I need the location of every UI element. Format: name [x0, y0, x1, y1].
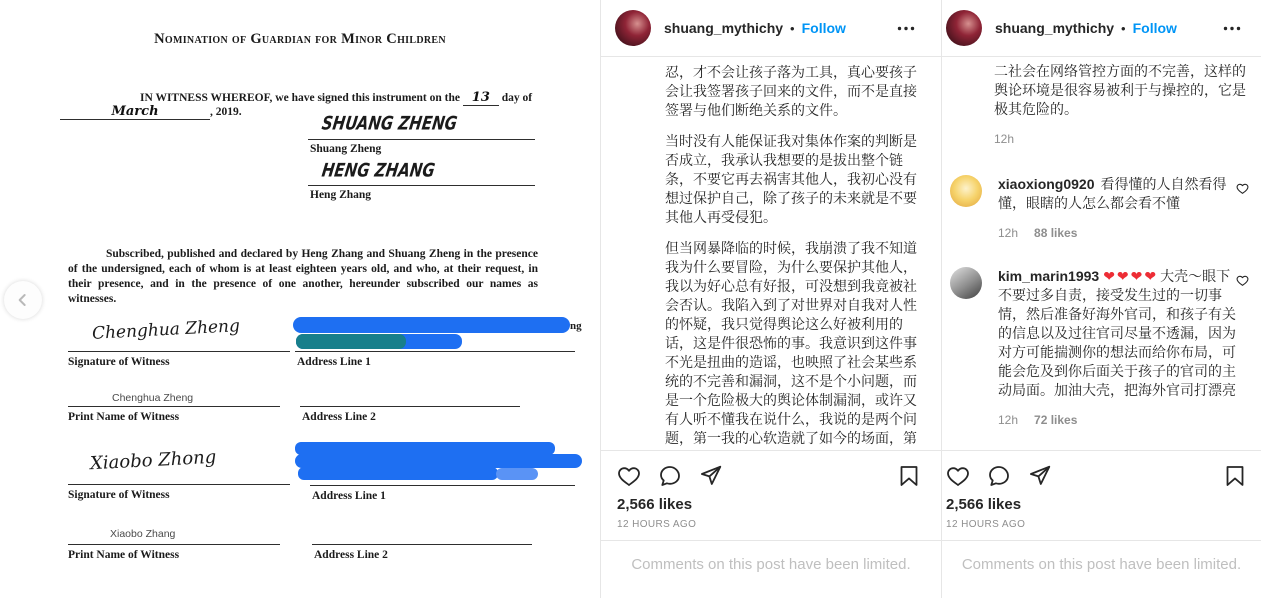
save-button[interactable] — [1223, 464, 1247, 488]
caption-text-block — [601, 58, 941, 450]
comments-limited-notice: Comments on this post have been limited. — [942, 540, 1261, 588]
witness2-address2-label: Address Line 2 — [314, 549, 388, 561]
heart-icon — [617, 464, 641, 488]
more-options-button[interactable] — [897, 26, 915, 31]
month-handwritten: March — [111, 104, 159, 119]
witness2-address1-line — [310, 485, 575, 486]
redaction-bar — [293, 317, 570, 333]
like-button[interactable] — [946, 464, 970, 488]
signature2-line — [308, 185, 535, 186]
subscribed-paragraph: Subscribed, published and declared by Heng Zhang and Shuang Zheng in the presence of the undersigned, each of whom is at least eighteen years old, and who, at their request, in their presence, and in the presence of one another, hereunder subscribed our names as witnesses. — [68, 248, 538, 305]
like-button[interactable] — [617, 464, 641, 488]
username-link[interactable]: shuang_mythichy — [664, 20, 784, 36]
witness2-signature-handwritten: Xiaobo Zhong — [89, 446, 217, 475]
witness2-signature-line — [68, 484, 290, 485]
likes-count[interactable]: 2,566 likes — [617, 496, 693, 513]
more-options-button[interactable] — [1223, 26, 1241, 31]
witness1-print-line — [68, 406, 280, 407]
document-title: Nomination of Guardian for Minor Children — [154, 31, 446, 47]
signature1-handwritten: SHUANG ZHENG — [320, 111, 459, 135]
witness-clause-line2 — [60, 104, 242, 120]
action-bar — [942, 451, 1261, 496]
post-header — [942, 0, 1261, 57]
comment-time: 12h — [998, 226, 1019, 240]
avatar[interactable] — [946, 10, 982, 46]
caption-paragraph: 忍，才不会让孩子落为工具，真心要孩子会让我签署孩子回来的文件，而不是直接签署与他们断绝关系的文件。 — [665, 64, 917, 118]
signature1-line — [308, 139, 535, 140]
separator-dot: • — [790, 20, 795, 36]
comment-text: 看得懂的人自然看得懂，眼瞎的人怎么都会看不懂 — [998, 176, 1227, 211]
comment-content — [998, 175, 1236, 243]
comment-likes[interactable]: 72 likes — [1034, 413, 1078, 427]
witness1-address2-line — [300, 406, 520, 407]
witness2-signature-label: Signature of Witness — [68, 489, 170, 501]
small-heart-icon — [1236, 182, 1249, 195]
post-timestamp: 12 HOURS AGO — [946, 519, 1026, 530]
redaction-bar — [298, 467, 498, 480]
share-button[interactable] — [699, 464, 723, 488]
save-button[interactable] — [897, 464, 921, 488]
comment-time: 12h — [994, 132, 1015, 146]
comment-time: 12h — [998, 413, 1019, 427]
post-panel-caption — [600, 0, 941, 598]
signature2-handwritten: HENG ZHANG — [320, 158, 437, 182]
comments-list — [942, 58, 1261, 450]
year-text: , 2019. — [210, 106, 242, 118]
three-dots-icon — [897, 26, 915, 31]
witness1-print-name: Chenghua Zheng — [112, 392, 194, 404]
paper-plane-icon — [699, 464, 723, 488]
month-blank — [60, 104, 210, 120]
caption-tail: 二社会在网络管控方面的不完善，这样的舆论环境是很容易被利于与操控的，它是极其危险的。 12h — [994, 62, 1250, 149]
witness1-signature-label: Signature of Witness — [68, 356, 170, 368]
paper-plane-icon — [1028, 464, 1052, 488]
redaction-bar-teal — [296, 334, 406, 349]
bookmark-icon — [897, 464, 921, 488]
action-bar — [601, 451, 941, 496]
post-panel-comments — [941, 0, 1261, 598]
chevron-left-icon — [13, 290, 33, 310]
carousel-previous-button[interactable] — [4, 281, 42, 319]
username-link[interactable]: shuang_mythichy — [995, 20, 1115, 36]
comment-button[interactable] — [987, 464, 1011, 488]
redaction1-tail-text: ng — [570, 320, 582, 332]
caption-paragraph: 但当网暴降临的时候，我崩溃了我不知道我为什么要冒险，为什么要保护其他人，我以为好心总有好报，可没想到我竟被社会否认。我陷入到了对世界对自我对人性的怀疑，我只觉得舆论这么好被利用的话，这是件很恐怖的事。我意识到这件事不光是扭曲的造谣，也映照了社会某些系统的不完善和漏洞，这不是个小问题，而是一个危险极大的舆论体制漏洞，或许又有人听不懂我在说什么，我说的是两个问题，第一我的心软造就了如今的场面，第 — [665, 240, 917, 446]
comment-bubble-icon — [987, 464, 1011, 488]
document-photo — [0, 0, 600, 598]
post-header — [601, 0, 941, 57]
comment-bubble-icon — [658, 464, 682, 488]
follow-button[interactable]: Follow — [1132, 20, 1177, 36]
avatar[interactable] — [615, 10, 651, 46]
follow-button[interactable]: Follow — [801, 20, 846, 36]
separator-dot: • — [1121, 20, 1126, 36]
comment-like-button[interactable] — [1236, 182, 1249, 195]
witness1-print-label: Print Name of Witness — [68, 411, 180, 423]
comment-content — [998, 267, 1236, 430]
day-blank — [463, 90, 499, 106]
heart-icon — [946, 464, 970, 488]
comment-like-button[interactable] — [1236, 274, 1249, 287]
share-button[interactable] — [1028, 464, 1052, 488]
small-heart-icon — [1236, 274, 1249, 287]
comment-username[interactable]: kim_marin1993 — [998, 268, 1100, 284]
witness2-print-name: Xiaobo Zhang — [110, 528, 176, 540]
comments-limited-notice: Comments on this post have been limited. — [601, 540, 941, 588]
redaction-bar — [295, 454, 582, 468]
caption-paragraph: 当时没有人能保证我对集体作案的判断是否成立，我承认我想要的是拔出整个链条，不要它再去祸害其他人，我初心没有想过保护自己，除了孩子的未来就是不要其他人再受侵犯。 — [665, 133, 917, 225]
comment-button[interactable] — [658, 464, 682, 488]
witness1-signature-line — [68, 351, 290, 352]
likes-count[interactable]: 2,566 likes — [946, 496, 1022, 513]
witness2-print-label: Print Name of Witness — [68, 549, 180, 561]
redaction-bar-light — [496, 468, 538, 480]
avatar[interactable] — [950, 267, 982, 299]
witness1-address1-line — [295, 351, 575, 352]
bookmark-icon — [1223, 464, 1247, 488]
signature2-label: Heng Zhang — [310, 189, 372, 201]
comment-text: 大壳～眼下不要过多自责，接受发生过的一切事情，然后准备好海外官司，和孩子有关的信息以及过往官司尽量不透漏，因为对方可能揣测你的想法而给你布局，可能会危及到你后面关于孩子的官司的主动局面。加油大壳，把海外官司打漂亮 — [998, 268, 1236, 398]
avatar[interactable] — [950, 175, 982, 207]
three-dots-icon — [1223, 26, 1241, 31]
witness-clause-rest: we have signed this instrument on the — [275, 92, 460, 104]
heart-emojis: ❤❤❤❤ — [1103, 268, 1159, 284]
comment-row — [946, 175, 1251, 243]
day-handwritten: 13 — [471, 90, 490, 105]
caption-tail-row — [946, 62, 1251, 149]
signature1-label: Shuang Zheng — [310, 143, 382, 155]
witness2-address2-line — [312, 544, 532, 545]
day-suffix: day of — [501, 92, 533, 104]
witness2-print-line — [68, 544, 280, 545]
witness-clause-bold: IN WITNESS WHEREOF, — [140, 92, 273, 104]
post-timestamp: 12 HOURS AGO — [617, 519, 697, 530]
post-footer — [601, 450, 941, 598]
comment-row — [946, 267, 1251, 430]
comment-likes[interactable]: 88 likes — [1034, 226, 1078, 240]
witness1-signature-handwritten: Chenghua Zheng — [91, 316, 241, 344]
witness1-address1-label: Address Line 1 — [297, 356, 371, 368]
post-footer — [942, 450, 1261, 598]
witness1-address2-label: Address Line 2 — [302, 411, 376, 423]
comment-username[interactable]: xiaoxiong0920 — [998, 176, 1095, 192]
witness2-address1-label: Address Line 1 — [312, 490, 386, 502]
